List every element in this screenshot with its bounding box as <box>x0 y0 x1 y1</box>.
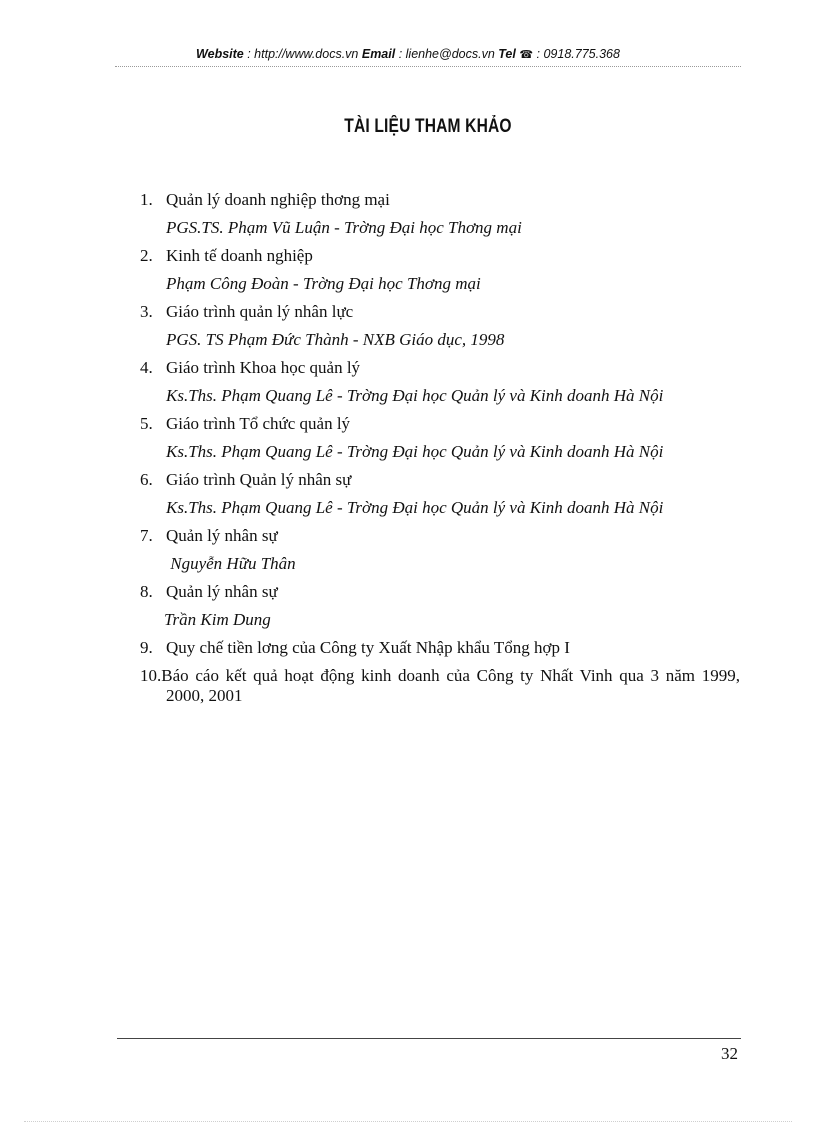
page-number: 32 <box>721 1044 738 1063</box>
reference-item <box>140 634 740 662</box>
reference-number: 3. <box>140 302 153 321</box>
reference-author: Nguyễn Hữu Thân <box>166 554 296 573</box>
website-url[interactable]: : http://www.docs.vn <box>243 47 362 61</box>
phone-icon: ☎ <box>519 49 534 61</box>
reference-title: Quản lý nhân sự <box>166 582 278 601</box>
reference-number: 9. <box>140 638 153 657</box>
reference-title: Quản lý nhân sự <box>166 526 278 545</box>
reference-author: PGS.TS. Phạm Vũ Luận - Trờng Đại học Thơng mại <box>166 218 522 237</box>
reference-item <box>140 410 740 466</box>
tel-label: Tel <box>498 47 516 61</box>
reference-number: 5. <box>140 414 153 433</box>
reference-title: Quản lý doanh nghiệp thơng mại <box>166 190 390 209</box>
email-label: Email <box>361 47 396 61</box>
reference-item <box>140 666 740 706</box>
page-title: TÀI LIỆU THAM KHẢO <box>344 116 512 137</box>
reference-author: Trần Kim Dung <box>164 610 271 629</box>
reference-title: Giáo trình Quản lý nhân sự <box>166 470 352 489</box>
reference-title: Giáo trình Khoa học quản lý <box>166 358 361 377</box>
reference-title: Quy chế tiền lơng của Công ty Xuất Nhập khẩu Tổng hợp I <box>166 638 570 657</box>
reference-item <box>140 242 740 298</box>
reference-author: Phạm Công Đoàn - Trờng Đại học Thơng mại <box>166 274 481 293</box>
reference-title: Giáo trình quản lý nhân lực <box>166 302 354 321</box>
reference-number: 4. <box>140 358 153 377</box>
tel-number: : 0918.775.368 <box>533 47 620 61</box>
reference-title: 10.Báo cáo kết quả hoạt động kinh doanh của Công ty Nhất Vinh qua 3 năm 1999, 2000, 2001 <box>140 666 740 705</box>
footer-divider <box>117 1038 741 1039</box>
reference-number: 6. <box>140 470 153 489</box>
reference-item <box>140 186 740 242</box>
reference-number: 7. <box>140 526 153 545</box>
reference-title: Giáo trình Tổ chức quản lý <box>166 414 351 433</box>
reference-author: PGS. TS Phạm Đức Thành - NXB Giáo dục, 1998 <box>166 330 505 349</box>
reference-author: Ks.Ths. Phạm Quang Lê - Trờng Đại học Quản lý và Kinh doanh Hà Nội <box>166 386 664 405</box>
reference-item <box>140 578 740 634</box>
page-header <box>0 47 816 61</box>
reference-number: 8. <box>140 582 153 601</box>
reference-number: 2. <box>140 246 153 265</box>
reference-item <box>140 522 740 578</box>
reference-item <box>140 466 740 522</box>
reference-author: Ks.Ths. Phạm Quang Lê - Trờng Đại học Quản lý và Kinh doanh Hà Nội <box>166 442 664 461</box>
reference-list <box>140 186 740 706</box>
email-address[interactable]: : lienhe@docs.vn <box>395 47 499 61</box>
page-bottom-border <box>24 1121 792 1122</box>
reference-item <box>140 298 740 354</box>
header-divider <box>115 66 741 67</box>
reference-author: Ks.Ths. Phạm Quang Lê - Trờng Đại học Quản lý và Kinh doanh Hà Nội <box>166 498 664 517</box>
reference-title: Kinh tế doanh nghiệp <box>166 246 313 265</box>
reference-number: 1. <box>140 190 153 209</box>
website-label: Website <box>196 47 244 61</box>
reference-item <box>140 354 740 410</box>
